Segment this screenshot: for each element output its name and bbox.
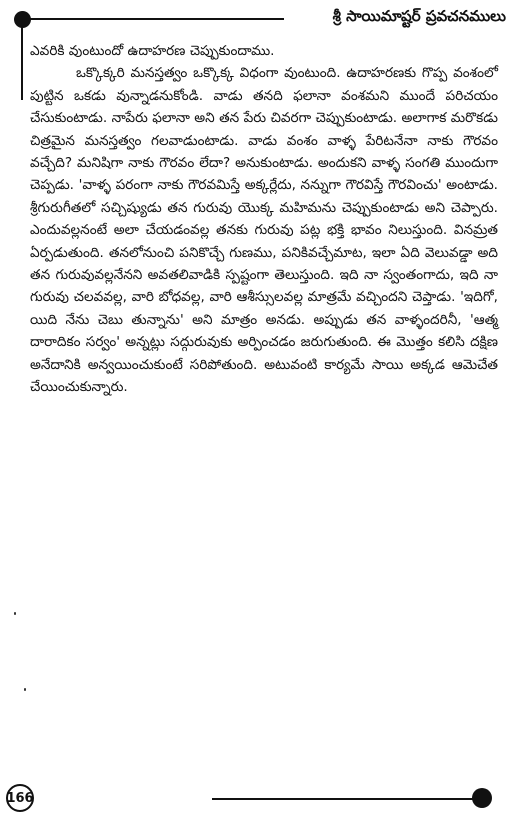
paragraph: ఒక్కొక్కరి మనస్తత్వం ఒక్కొక్క విధంగా వుంటుంది. ఉదాహరణకు గొప్ప వంశంలో పుట్టిన ఒకడు వున్నాడనుకోండి. వాడు తనది ఫలానా వంశమని ముందే పరిచయం చేసుకుంటాడు. నాపేరు ఫలానా అని తన పేరు చివరగా చెప్పుకుంటాడు. అలాగాక మరొకడు చిత్రమైన మనస్తత్వం గలవాడుంటాడు. వాడు వంశం వాళ్ళ పేరిటనేనా నాకు గౌరవం వచ్చేది? మనిషిగా నాకు గౌరవం లేదా? అనుకుంటాడు. అందుకని వాళ్ళ సంగతి ముందుగా చెప్పడు. 'వాళ్ళ పరంగా నాకు గౌరవమిస్తే అక్కర్లేదు, నన్నుగా గౌరవిస్తే గౌరవించు' అంటాడు. శ్రీగురుగీతలో సచ్చిష్యుడు తన గురువు యొక్క మహిమను చెప్పుకుంటాడు అని చెప్పారు. ఎందువల్లనంటే అలా చేయడంవల్ల తనకు గురువు పట్ల భక్తి భావం నిలుస్తుంది. వినమ్రత ఏర్పడుతుంది. తనలోనుంచి పనికొచ్చే గుణము, పనికివచ్చేమాట, ఇలా ఏది వెలువడ్డా అది తన గురువువల్లనేనని అవతలివాడికి స్పష్టంగా తెలుస్తుంది. ఇది నా స్వంతంగాదు, ఇది నా గురువు చలవవల్ల, వారి బోధవల్ల, వారి ఆశీస్సులవల్ల మాత్రమే వచ్చిందని చెప్తాడు. 'ఇదిగో, యిది నేను చెబు తున్నాను' అని మాత్రం అనడు. అప్పుడు తన వాళ్ళందరినీ, 'ఆత్మ దారాదికం సర్వం' అన్నట్లు సద్గురువుకు అర్పించడం జరుగుతుంది. ఈ మొత్తం కలిసి దక్షిణ అనేదానికి అన్వయించుకుంటే సరిపోతుంది. అటువంటి కార్యమే సాయి అక్కడ ఆమెచేత చేయించుకున్నారు. — [30, 65, 498, 396]
scan-speck — [14, 612, 16, 615]
body-text — [30, 40, 498, 399]
footer-ornament-dot — [472, 788, 492, 808]
footer-rule — [212, 798, 490, 800]
paragraph-continued: ఎవరికి వుంటుందో ఉదాహరణ చెప్పుకుందాము. — [30, 43, 275, 59]
running-header-title: శ్రీ సాయిమాష్టర్ ప్రవచనములు — [332, 7, 506, 25]
scan-speck — [24, 688, 26, 691]
header-rule — [22, 18, 284, 20]
page-number-badge: 166 — [6, 784, 34, 812]
margin-rule — [21, 22, 23, 100]
